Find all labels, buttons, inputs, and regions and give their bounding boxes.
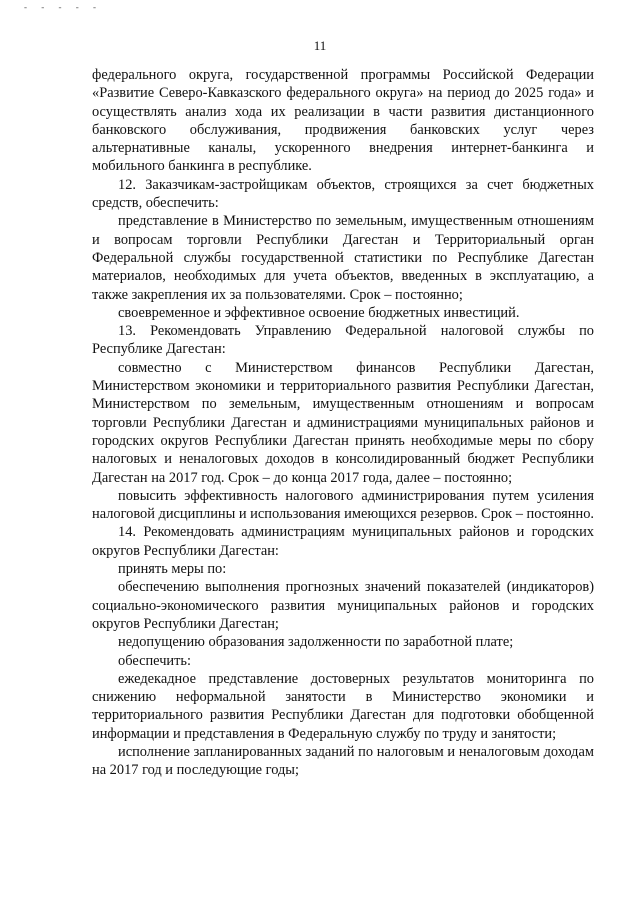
paragraph-3: представление в Министерство по земельным, имущественным отношениям и вопросам торговли Республики Дагестан и Территориальный орган Федеральной службы государственной статистики по Республике Дагестан материалов, необходимых для учета объектов, введенных в эксплуатацию, а также закрепления их за пользователями. Срок – постоянно; bbox=[92, 213, 594, 303]
paragraph-5: 13. Рекомендовать Управлению Федеральной налоговой службы по Республике Дагестан: bbox=[92, 323, 594, 358]
page-number: 11 bbox=[313, 38, 327, 53]
paragraph-13: ежедекадное представление достоверных результатов мониторинга по снижению неформальной занятости в Министерство экономики и территориального развития Республики Дагестан для подготовки обобщенной информации и представления в Федеральную службу по труду и занятости; bbox=[92, 670, 594, 742]
paragraph-4: своевременное и эффективное освоение бюджетных инвестиций. bbox=[118, 304, 520, 321]
document-body bbox=[92, 66, 594, 780]
paragraph-10: обеспечению выполнения прогнозных значений показателей (индикаторов) социально-экономического развития муниципальных районов и городских округов Республики Дагестан; bbox=[92, 579, 594, 632]
paragraph-2: 12. Заказчикам-застройщикам объектов, строящихся за счет бюджетных средств, обеспечить: bbox=[92, 176, 594, 212]
paragraph-11: недопущению образования задолженности по заработной плате; bbox=[118, 634, 514, 651]
paragraph-8: 14. Рекомендовать администрациям муниципальных районов и городских округов Республики Дагестан: bbox=[92, 524, 594, 559]
paragraph-14: исполнение запланированных заданий по налоговым и неналоговым доходам на 2017 год и последующие годы; bbox=[92, 743, 594, 779]
paragraph-12: обеспечить: bbox=[118, 652, 191, 669]
paragraph-9: принять меры по: bbox=[118, 561, 227, 578]
scan-marks: - - - - - bbox=[24, 2, 102, 12]
paragraph-6: совместно с Министерством финансов Республики Дагестан, Министерством экономики и территориального развития Республики Дагестан, Министерством по земельным, имущественным отношениям и вопросам торговли Республики Дагестан и администрациями муниципальных районов и городских округов Республики Дагестан принять необходимые меры по сбору налоговых и неналоговых доходов в консолидированный бюджет Республики Дагестан на 2017 год. Срок – до конца 2017 года, далее – постоянно; bbox=[92, 359, 594, 486]
paragraph-7: повысить эффективность налогового администрирования путем усиления налоговой дисциплины и использования имеющихся резервов. Срок – постоянно. bbox=[92, 487, 594, 523]
paragraph-1: федерального округа, государственной программы Российской Федерации «Развитие Северо-Кавказского федерального округа» на период до 2025 года» и осуществлять анализ хода их реализации в части развития дистанционного банковского обслуживания, продвижения банковских услуг через альтернативные каналы, ускоренного внедрения интернет-банкинга и мобильного банкинга в республике. bbox=[92, 67, 594, 175]
